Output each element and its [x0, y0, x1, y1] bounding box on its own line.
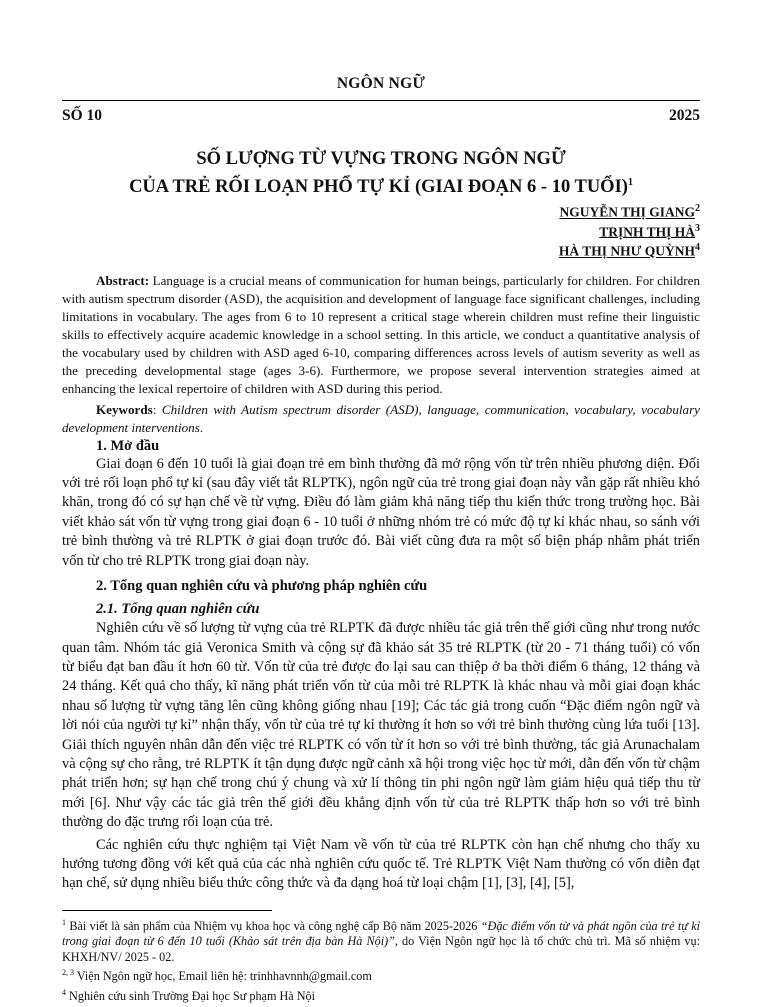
keywords: Keywords: Children with Autism spectrum disorder (ASD), language, communication, vocabulary, vocabulary development interventions. — [62, 401, 700, 435]
footnote-1: $^1$ Bài viết là sản phẩm của Nhiệm vụ khoa học và công nghệ cấp Bộ năm 2025-2026 “Đặc điểm vốn từ và phát ngôn của trẻ tự kỉ trong giai đoạn từ 6 đến 10 tuổi (Khảo sát trên địa bàn Hà Nội)”, do Viện Ngôn ngữ học là tổ chức chủ trì. Mã số nhiệm vụ: KHXH/NV/ 2025 - 02. — [62, 917, 701, 964]
journal-name: NGÔN NGỮ — [336, 75, 426, 92]
author-2: TRỊNH THỊ $HÀ^3$ — [599, 222, 700, 240]
footnote-4: $^4$ Nghiên cứu sinh Trường Đại học Sư phạm Hà Nội — [62, 987, 316, 1003]
section-2-heading: 2. Tổng quan nghiên cứu và phương pháp nghiên cứu — [96, 578, 428, 595]
author-3: HÀ THỊ NHƯ QUỲNH$^4$ — [558, 242, 700, 259]
section-2-1-heading: 2.1. Tổng quan nghiên cứu — [96, 601, 260, 618]
article-title — [62, 147, 700, 199]
issue-year: 2025 — [669, 107, 700, 124]
section-1-paragraph: Giai đoạn 6 đến 10 tuổi là giai đoạn trẻ em bình thường đã mở rộng vốn từ trên nhiều phương diện. Đối với trẻ rối loạn phổ tự kỉ (sau đây viết tắt RLPTK), ngôn ngữ của trẻ trong giai đoạn này vẫn gặp rất nhiều khó khăn, trong đó có sự hạn chế về từ vựng. Điều đó làm giảm khả năng tiếp thu kiến thức trong trường học. Bài viết khảo sát vốn từ vựng trong giai đoạn 6 - 10 tuổi ở những nhóm trẻ có mức độ tự kỉ khác nhau, so sánh với trẻ bình thường và trẻ RLPTK ở giai đoạn trước đó. Bài viết cũng đưa ra một số biện pháp nhằm phát triển vốn từ cho trẻ RLPTK trong giai đoạn này. — [62, 455, 700, 569]
section-2-1-paragraph-2: Các nghiên cứu thực nghiệm tại Việt Nam về vốn từ của trẻ RLPTK còn hạn chế nhưng cho thấy xu hướng tương đồng với kết quả của các nhà nghiên cứu quốc tế. Trẻ RLPTK Việt Nam thường có vốn diễn đạt hạn chế, sử dụng nhiều biểu thức công thức và đa dạng hoá từ loại chậm [1], [3], [4], [5], — [62, 836, 700, 892]
keywords-label: Keywords — [96, 401, 153, 417]
abstract-text: Language is a crucial means of communication for human beings, particularly for children. For children with autism spectrum disorder (ASD), the acquisition and development of language face significant challenges, including limitations in vocabulary. The ages from 6 to 10 represent a critical stage wherein children must refine their linguistic skills to effectively acquire academic knowledge in a school setting. In this article, we conduct a quantitative analysis of the vocabulary used by children with ASD aged 6-10, comparing differences across levels of autism severity as well as the preceding developmental stage (ages 3-6). Furthermore, we propose several intervention strategies aimed at enhancing the lexical repertoire of children with ASD during this period. — [62, 272, 700, 396]
author-1: NGUYỄN THỊ GIANG$^2$ — [559, 203, 700, 220]
keywords-text: Children with Autism spectrum disorder (ASD), language, communication, vocabulary, vocabulary development interventions — [62, 401, 700, 435]
section-2-1-paragraph-1: Nghiên cứu về số lượng từ vựng của trẻ RLPTK đã được nhiều tác giả trên thế giới cũng như trong nước quan tâm. Nhóm tác giả Veronica Smith và cộng sự đã khảo sát 35 trẻ RLPTK (từ 20 - 71 tháng tuổi) có vốn từ biểu đạt ban đầu ít hơn 60 từ. Vốn từ của trẻ được đo lại sau can thiệp ở ba thời điểm 6 tháng, 12 tháng và 24 tháng. Kết quả cho thấy, kĩ năng phát triển vốn từ của mỗi trẻ RLPTK là khác nhau và mỗi giai đoạn khác nhau số lượng từ vựng tăng lên cũng không giống nhau [19]; Các tác giả trong cuốn “Đặc điểm ngôn ngữ và lời nói của người tự kỉ” nhận thấy, vốn từ của trẻ tự kỉ thường ít hơn so với trẻ bình thường cùng lứa tuổi [13]. Giải thích nguyên nhân dẫn đến việc trẻ RLPTK có vốn từ ít hơn so với trẻ bình thường, tác giả Arunachalam và cộng sự cho rằng, trẻ RLPTK ít tận dụng được ngữ cảnh xã hội trong việc học từ mới, dẫn đến vốn từ chậm phát triển hơn; sự hạn chế trong chú ý chung và xử lí thông tin phi ngôn ngữ làm giảm hiệu quả tiếp thu từ mới [6]. Như vậy các tác giả trên thế giới đều khẳng định vốn từ của trẻ RLPTK thấp hơn so với trẻ bình thường do đặc trưng rối loạn của trẻ. — [62, 620, 700, 831]
footnote-2-3: $^{2, 3}$ Viện Ngôn ngữ học, Email liên hệ: trinhhavnnh@gmail.com — [62, 968, 372, 984]
title-line-2: CỦA TRẺ RỐI LOẠN PHỔ TỰ KỈ (GIAI ĐOẠN 6 - 10 TUỔI)$^1$ — [129, 177, 633, 198]
paper-page — [62, 0, 700, 1004]
author-list — [62, 201, 700, 260]
abstract — [62, 272, 700, 398]
issue-row — [62, 107, 700, 125]
footnote-rule — [62, 910, 272, 911]
title-line-1: SỐ LƯỢNG TỪ VỰNG TRONG NGÔN NGỮ — [196, 149, 566, 169]
title-footnote-mark: 1 — [627, 177, 633, 188]
abstract-label: Abstract: — [96, 272, 150, 288]
header-rule — [62, 100, 700, 101]
section-1-heading: 1. Mở đầu — [96, 437, 160, 454]
issue-number: SỐ 10 — [62, 107, 103, 124]
